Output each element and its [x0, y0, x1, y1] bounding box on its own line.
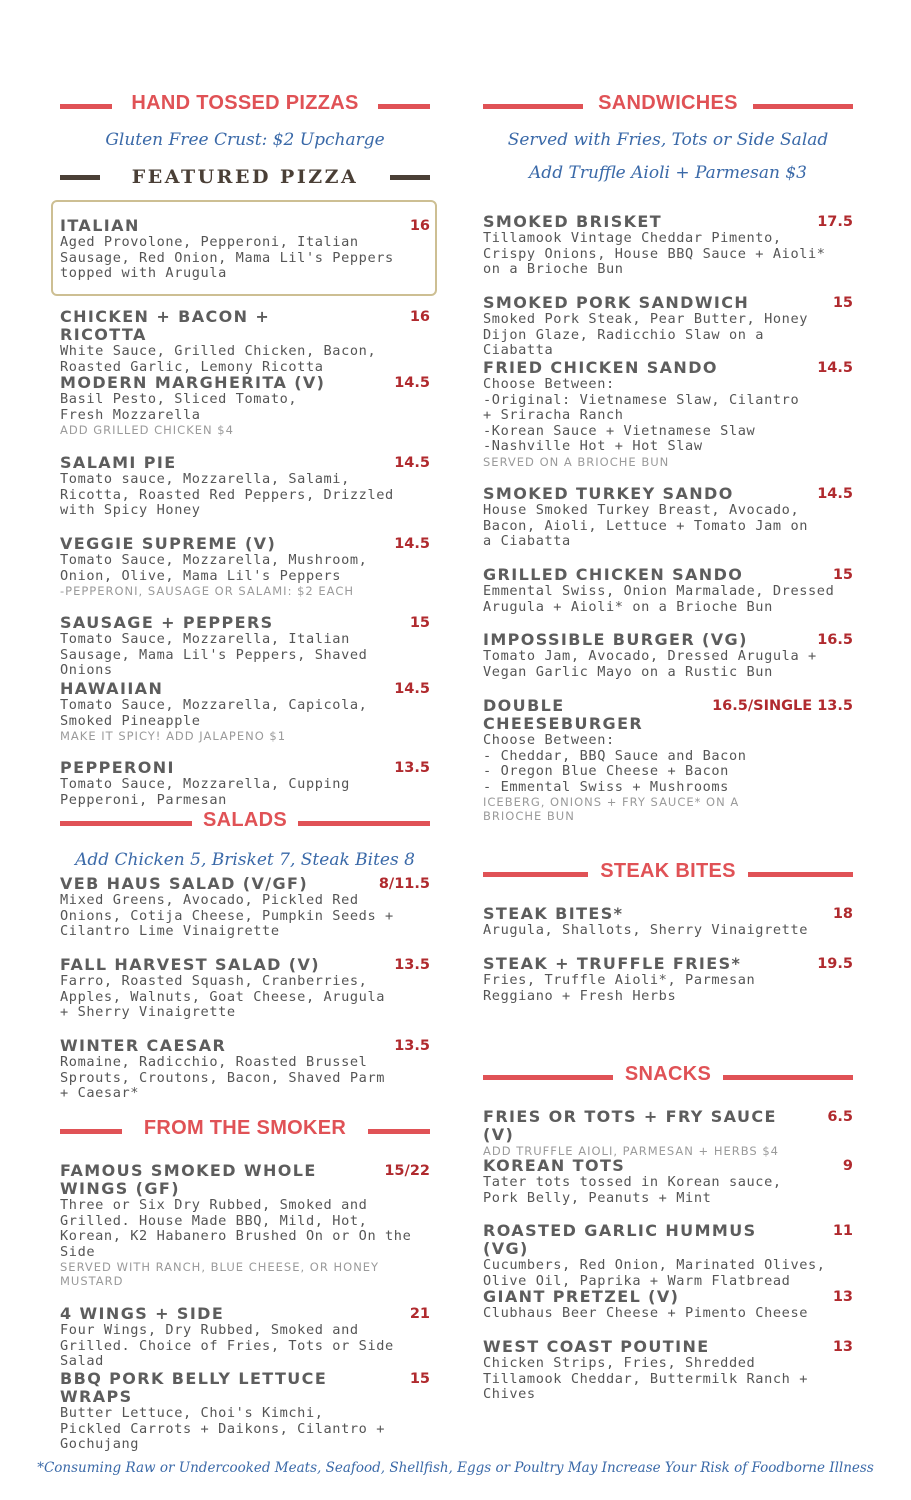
- item-description: Three or Six Dry Rubbed, Smoked and Grilled. House Made BBQ, Mild, Hot, Korean, K2 Habanero Brushed On or On the Side: [60, 1197, 412, 1260]
- item-description: Chicken Strips, Fries, Shredded Tillamook Cheddar, Buttermilk Ranch + Chives: [483, 1355, 809, 1402]
- item-name: FRIES OR TOTS + FRY SAUCE (V): [483, 1107, 777, 1144]
- item-description: Tomato Sauce, Mozzarella, Italian Sausage, Mama Lil's Peppers, Shaved Onions: [60, 631, 368, 678]
- salads-header: [60, 809, 430, 839]
- item-description: Tater tots tossed in Korean sauce, Pork Belly, Peanuts + Mint: [483, 1174, 782, 1206]
- item-note: ICEBERG, ONIONS + FRY SAUCE* ON A BRIOCHE BUN: [483, 795, 740, 823]
- menu-item-chicken-bacon-ricotta: [60, 308, 430, 375]
- salads-title: SALADS: [195, 809, 295, 831]
- item-name: SAUSAGE + PEPPERS: [60, 613, 274, 632]
- item-price: 14.5: [817, 360, 853, 376]
- item-note: MAKE IT SPICY! ADD JALAPENO $1: [60, 729, 287, 743]
- item-name: FRIED CHICKEN SANDO: [483, 358, 718, 377]
- item-price: 15: [832, 295, 853, 311]
- item-price: 14.5: [394, 681, 430, 697]
- pizzas-header: [60, 92, 430, 122]
- item-name: FALL HARVEST SALAD (V): [60, 955, 320, 974]
- menu-item-roasted-garlic-hummus: [483, 1222, 853, 1289]
- item-description: Tomato Sauce, Mozzarella, Cupping Pepperoni, Parmesan: [60, 776, 350, 808]
- menu-item-smoked-brisket: [483, 213, 853, 278]
- item-name: SALAMI PIE: [60, 453, 177, 472]
- item-price: 18: [832, 906, 853, 922]
- menu-item-steak-bites: [483, 905, 853, 939]
- steak-bites-header: [483, 860, 853, 890]
- item-price: 16: [409, 218, 430, 234]
- item-price: 16.5/SINGLE 13.5: [712, 698, 853, 714]
- item-price: 13: [832, 1339, 853, 1355]
- item-name: BBQ PORK BELLY LETTUCE WRAPS: [60, 1369, 328, 1406]
- menu-item-bbq-pork-belly-wraps: [60, 1370, 430, 1453]
- item-name: VEB HAUS SALAD (V/GF): [60, 874, 309, 893]
- item-price: 14.5: [394, 536, 430, 552]
- item-name: PEPPERONI: [60, 758, 175, 777]
- smoker-header: [60, 1117, 430, 1147]
- item-name: FAMOUS SMOKED WHOLE WINGS (GF): [60, 1161, 317, 1198]
- item-price: 8/11.5: [378, 876, 430, 892]
- snacks-title: SNACKS: [617, 1063, 719, 1085]
- item-price: 11: [832, 1223, 853, 1239]
- item-price: 14.5: [817, 486, 853, 502]
- item-name: KOREAN TOTS: [483, 1156, 626, 1175]
- menu-item-4-wings-side: [60, 1305, 430, 1370]
- menu-item-giant-pretzel: [483, 1288, 853, 1322]
- snacks-header: [483, 1063, 853, 1093]
- item-name: WINTER CAESAR: [60, 1036, 227, 1055]
- menu-item-famous-smoked-wings: [60, 1162, 430, 1288]
- sandwiches-subtitle-2: Add Truffle Aioli + Parmesan $3: [529, 163, 807, 183]
- item-price: 15: [409, 615, 430, 631]
- item-description: Romaine, Radicchio, Roasted Brussel Sprouts, Croutons, Bacon, Shaved Parm + Caesar*: [60, 1054, 386, 1101]
- item-description: Tomato sauce, Mozzarella, Salami, Ricotta, Roasted Red Peppers, Drizzled with Spicy Honey: [60, 471, 394, 518]
- item-description: Smoked Pork Steak, Pear Butter, Honey Dijon Glaze, Radicchio Slaw on a Ciabatta: [483, 311, 809, 358]
- menu-item-hawaiian: [60, 680, 430, 743]
- item-note: SERVED ON A BRIOCHE BUN: [483, 454, 670, 469]
- item-name: GIANT PRETZEL (V): [483, 1287, 680, 1306]
- sandwiches-title: SANDWICHES: [590, 92, 746, 114]
- menu-item-fall-harvest-salad: [60, 956, 430, 1021]
- item-description: House Smoked Turkey Breast, Avocado, Bacon, Aioli, Lettuce + Tomato Jam on a Ciabatta: [483, 502, 809, 549]
- item-note: ADD TRUFFLE AIOLI, PARMESAN + HERBS $4: [483, 1144, 779, 1158]
- menu-item-veggie-supreme: [60, 535, 430, 598]
- item-price: 6.5: [827, 1109, 853, 1125]
- menu-item-double-cheeseburger: [483, 697, 853, 823]
- menu-item-pepperoni: [60, 759, 430, 808]
- item-name: VEGGIE SUPREME (V): [60, 534, 277, 553]
- sandwiches-subtitle-1: Served with Fries, Tots or Side Salad: [507, 130, 829, 150]
- pizzas-title: HAND TOSSED PIZZAS: [123, 92, 366, 114]
- menu-item-smoked-turkey-sando: [483, 485, 853, 550]
- item-price: 15: [832, 567, 853, 583]
- item-name: ITALIAN: [60, 216, 140, 235]
- sandwiches-header: [483, 92, 853, 122]
- item-name: 4 WINGS + SIDE: [60, 1304, 225, 1323]
- item-description: Choose Between: - Cheddar, BBQ Sauce and Bacon - Oregon Blue Cheese + Bacon - Emmental Swiss + Mushrooms: [483, 732, 747, 795]
- item-description: Clubhaus Beer Cheese + Pimento Cheese: [483, 1305, 809, 1321]
- item-price: 9: [842, 1158, 853, 1174]
- featured-pizza-label: FEATURED PIZZA: [126, 166, 364, 188]
- smoker-title: FROM THE SMOKER: [136, 1117, 354, 1139]
- item-price: 16: [409, 309, 430, 325]
- item-price: 16.5: [817, 632, 853, 648]
- item-description: Aged Provolone, Pepperoni, Italian Sausage, Red Onion, Mama Lil's Peppers topped with Arugula: [60, 234, 394, 281]
- item-description: Cucumbers, Red Onion, Marinated Olives, Olive Oil, Paprika + Warm Flatbread: [483, 1257, 826, 1289]
- item-name: ROASTED GARLIC HUMMUS (VG): [483, 1221, 757, 1258]
- item-price: 17.5: [817, 214, 853, 230]
- item-description: White Sauce, Grilled Chicken, Bacon, Roasted Garlic, Lemony Ricotta: [60, 343, 377, 375]
- item-description: Tomato Sauce, Mozzarella, Mushroom, Onion, Olive, Mama Lil's Peppers: [60, 552, 368, 584]
- item-price: 15: [409, 1371, 430, 1387]
- menu-item-salami-pie: [60, 454, 430, 519]
- food-safety-disclaimer: *Consuming Raw or Undercooked Meats, Seafood, Shellfish, Eggs or Poultry May Increase Your Risk of Foodborne Illness: [37, 1460, 874, 1476]
- item-price: 13.5: [394, 1038, 430, 1054]
- item-note: -PEPPERONI, SAUSAGE OR SALAMI: $2 EACH: [60, 584, 354, 598]
- item-name: SMOKED TURKEY SANDO: [483, 484, 734, 503]
- menu-item-impossible-burger: [483, 631, 853, 680]
- item-note: SERVED WITH RANCH, BLUE CHEESE, OR HONEY MUSTARD: [60, 1260, 380, 1288]
- menu-item-sausage-peppers: [60, 614, 430, 679]
- item-description: Tillamook Vintage Cheddar Pimento, Crispy Onions, House BBQ Sauce + Aioli* on a Brioche Bun: [483, 230, 826, 277]
- menu-item-italian: [60, 217, 430, 282]
- item-description: Tomato Sauce, Mozzarella, Capicola, Smoked Pineapple: [60, 697, 368, 729]
- item-price: 21: [409, 1306, 430, 1322]
- item-description: Basil Pesto, Sliced Tomato, Fresh Mozzarella: [60, 391, 298, 423]
- featured-pizza-header: [60, 166, 430, 190]
- steak-bites-title: STEAK BITES: [592, 860, 744, 882]
- item-description: Choose Between: -Original: Vietnamese Slaw, Cilantro + Sriracha Ranch -Korean Sauce + Vietnamese Slaw -Nashville Hot + Hot Slaw: [483, 376, 800, 454]
- menu-item-veb-haus-salad: [60, 875, 430, 940]
- item-description: Butter Lettuce, Choi's Kimchi, Pickled Carrots + Daikons, Cilantro + Gochujang: [60, 1405, 386, 1452]
- item-price: 13.5: [394, 760, 430, 776]
- item-name: IMPOSSIBLE BURGER (VG): [483, 630, 748, 649]
- item-description: Mixed Greens, Avocado, Pickled Red Onions, Cotija Cheese, Pumpkin Seeds + Cilantro Lime Vinaigrette: [60, 892, 394, 939]
- menu-item-steak-truffle-fries: [483, 955, 853, 1004]
- salads-subtitle: Add Chicken 5, Brisket 7, Steak Bites 8: [75, 850, 415, 870]
- item-name: STEAK + TRUFFLE FRIES*: [483, 954, 742, 973]
- item-description: Farro, Roasted Squash, Cranberries, Apples, Walnuts, Goat Cheese, Arugula + Sherry Vinaigrette: [60, 973, 386, 1020]
- item-note: ADD GRILLED CHICKEN $4: [60, 423, 234, 437]
- menu-item-fries-or-tots: [483, 1108, 853, 1158]
- item-description: Emmental Swiss, Onion Marmalade, Dressed Arugula + Aioli* on a Brioche Bun: [483, 583, 835, 615]
- item-description: Tomato Jam, Avocado, Dressed Arugula + Vegan Garlic Mayo on a Rustic Bun: [483, 648, 817, 680]
- item-name: DOUBLE CHEESEBURGER: [483, 696, 644, 733]
- item-price: 15/22: [384, 1163, 430, 1179]
- item-price: 14.5: [394, 455, 430, 471]
- item-description: Fries, Truffle Aioli*, Parmesan Reggiano + Fresh Herbs: [483, 972, 756, 1004]
- menu-item-modern-margherita: [60, 374, 430, 437]
- item-name: CHICKEN + BACON + RICOTTA: [60, 307, 271, 344]
- item-name: SMOKED PORK SANDWICH: [483, 293, 750, 312]
- item-name: HAWAIIAN: [60, 679, 164, 698]
- menu-item-korean-tots: [483, 1157, 853, 1206]
- menu-item-grilled-chicken-sando: [483, 566, 853, 615]
- item-price: 19.5: [817, 956, 853, 972]
- menu-item-winter-caesar: [60, 1037, 430, 1102]
- item-name: GRILLED CHICKEN SANDO: [483, 565, 744, 584]
- item-price: 13: [832, 1289, 853, 1305]
- menu-item-fried-chicken-sando: [483, 359, 853, 469]
- pizzas-subtitle: Gluten Free Crust: $2 Upcharge: [105, 130, 385, 150]
- item-description: Arugula, Shallots, Sherry Vinaigrette: [483, 922, 809, 938]
- item-name: STEAK BITES*: [483, 904, 624, 923]
- item-description: Four Wings, Dry Rubbed, Smoked and Grilled. Choice of Fries, Tots or Side Salad: [60, 1322, 394, 1369]
- item-name: SMOKED BRISKET: [483, 212, 663, 231]
- item-name: MODERN MARGHERITA (V): [60, 373, 326, 392]
- item-name: WEST COAST POUTINE: [483, 1337, 710, 1356]
- menu-item-west-coast-poutine: [483, 1338, 853, 1403]
- item-price: 13.5: [394, 957, 430, 973]
- item-price: 14.5: [394, 375, 430, 391]
- menu-item-smoked-pork-sandwich: [483, 294, 853, 359]
